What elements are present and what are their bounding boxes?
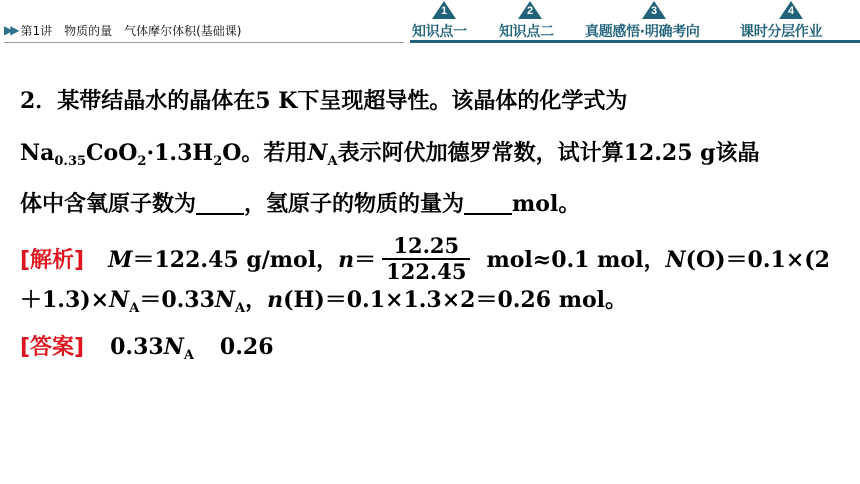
tab-3-marker-icon: 3 (641, 0, 667, 20)
question-line-2: $Na_{0.35}CoO_2\cdot 1.3H_2O$。若用$N_A$表示阿伏加德罗常数，试计算12.25 g该晶 (20, 140, 760, 169)
tab-knowledge-point-2[interactable] (499, 20, 554, 42)
answer-tag: [答案] (20, 335, 85, 360)
tab-knowledge-point-1[interactable] (412, 20, 467, 42)
breadcrumb-underline (4, 42, 404, 43)
analysis-tag: [解析] (20, 248, 85, 273)
question-line-1: 2．某带结晶水的晶体在5 K下呈现超导性。该晶体的化学式为 (20, 88, 628, 114)
tab-1-marker-icon: 1 (431, 0, 457, 20)
tab-2-marker-icon: 2 (517, 0, 543, 20)
tab-label: 知识点二 (499, 24, 554, 40)
header-bar (0, 0, 860, 46)
tab-label: 课时分层作业 (740, 24, 823, 40)
answer-line: [答案] $0.33N_A$ 0.26 (20, 334, 274, 363)
analysis-line-2: $+1.3)\times N_A=0.33N_A$，n(H)＝0.1×1.3×2＝0.26 mol。 (20, 287, 628, 316)
tab-label: 真题感悟·明确考向 (585, 24, 700, 40)
tab-4-marker-icon: 4 (778, 0, 804, 20)
lesson-title: 第1讲 物质的量 气体摩尔体积(基础课) (20, 23, 242, 38)
question-line-3: 体中含氧原子数为 ，氢原子的物质的量为 mol。 (20, 191, 581, 217)
fraction: $\frac{12.25}{122.45}$ (382, 234, 470, 284)
tab-label: 知识点一 (412, 24, 467, 40)
answer-blank-1 (196, 191, 244, 215)
double-arrow-icon: ▶▶ (4, 23, 17, 37)
tab-exam-insight[interactable] (585, 20, 700, 42)
answer-blank-2 (464, 191, 512, 215)
tab-homework[interactable] (740, 20, 822, 42)
breadcrumb (4, 20, 241, 40)
analysis-line-1: [解析] M＝122.45 g/mol，n＝ $\frac{12.25}{122.45}$ mol≈0.1 mol，N(O)＝0.1×(2 (20, 233, 830, 284)
